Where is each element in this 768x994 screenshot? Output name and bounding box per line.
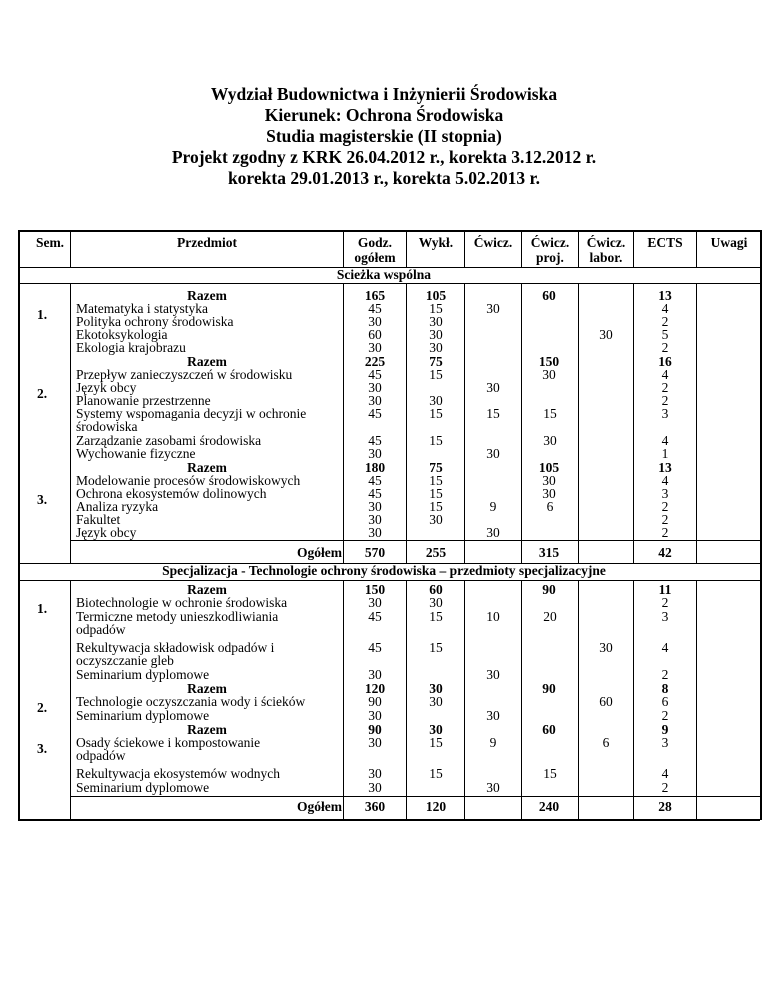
grid-line-horizontal: [18, 580, 760, 581]
subject-name: Analiza ryzyka: [76, 499, 159, 514]
subject-name: Termiczne metody unieszkodliwiania: [76, 609, 279, 624]
total-hours: 30: [368, 380, 382, 395]
section-common-path-title: Scieżka wspólna: [336, 267, 432, 282]
faculty-line: Wydział Budownictwa i Inżynierii Środowiska: [210, 84, 558, 104]
total-hours: 30: [368, 735, 382, 750]
exercise-hours: 30: [486, 780, 500, 795]
lecture-hours: 15: [429, 499, 443, 514]
total-hours: 30: [368, 667, 382, 682]
exercise-hours: 30: [486, 301, 500, 316]
exercise-hours-combined: 30: [542, 367, 556, 382]
semester-number: 1.: [36, 601, 48, 616]
exercise-hours: 9: [489, 499, 497, 514]
grid-line-vertical: [696, 580, 697, 819]
total-hours: 30: [368, 446, 382, 461]
grid-line-vertical: [70, 580, 71, 819]
total-hours: 165: [364, 288, 386, 303]
lecture-hours: 15: [429, 640, 443, 655]
exercise-hours-combined: 315: [538, 545, 560, 560]
total-hours: 90: [368, 694, 382, 709]
subject-name: Technologie oczyszczania wody i ścieków: [76, 694, 306, 709]
lecture-hours: 15: [429, 735, 443, 750]
lecture-hours: 15: [429, 406, 443, 421]
ects-points: 2: [661, 380, 669, 395]
total-hours: 120: [364, 681, 386, 696]
exercise-hours: 10: [486, 609, 500, 624]
grid-line-horizontal: [18, 267, 760, 268]
grid-line-horizontal: [18, 819, 760, 821]
header-lab-2: labor.: [589, 250, 623, 265]
degree-line: Studia magisterskie (II stopnia): [266, 126, 502, 146]
ects-points: 2: [661, 708, 669, 723]
subject-name-continued: oczyszczanie gleb: [76, 653, 174, 668]
grid-line-vertical: [464, 283, 465, 563]
total-hours: 360: [364, 799, 386, 814]
total-hours: 45: [368, 367, 382, 382]
lecture-hours: 75: [429, 354, 443, 369]
lecture-hours: 120: [425, 799, 447, 814]
ects-points: 5: [661, 327, 669, 342]
subtotal-label: Razem: [187, 722, 227, 737]
ects-points: 16: [658, 354, 672, 369]
ects-points: 1: [661, 446, 669, 461]
ects-points: 2: [661, 595, 669, 610]
header-lab-1: Ćwicz.: [586, 235, 626, 250]
ects-points: 9: [661, 722, 669, 737]
section-specialization-title: Specjalizacja - Technologie ochrony środowiska – przedmioty specjalizacyjne: [162, 563, 606, 578]
subject-name: Rekultywacja ekosystemów wodnych: [76, 766, 280, 781]
exercise-hours: 30: [486, 667, 500, 682]
ects-points: 4: [661, 367, 669, 382]
subject-name: Seminarium dyplomowe: [76, 667, 210, 682]
subtotal-label: Razem: [187, 582, 227, 597]
lecture-hours: 60: [429, 582, 443, 597]
correction-line: korekta 29.01.2013 r., korekta 5.02.2013 r.: [227, 168, 541, 188]
ects-points: 2: [661, 667, 669, 682]
field-line: Kierunek: Ochrona Środowiska: [264, 105, 504, 125]
semester-number: 3.: [36, 741, 48, 756]
lecture-hours: 15: [429, 766, 443, 781]
lecture-hours: 30: [429, 314, 443, 329]
subtotal-label: Razem: [187, 681, 227, 696]
project-hours: 30: [543, 433, 557, 448]
header-notes: Uwagi: [710, 235, 748, 250]
total-hours: 45: [368, 640, 382, 655]
header-project-1: Ćwicz.: [530, 235, 570, 250]
lecture-hours: 30: [429, 595, 443, 610]
project-hours: 15: [543, 406, 557, 421]
exercise-hours-combined: 60: [542, 288, 556, 303]
exercise-hours: 30: [486, 525, 500, 540]
subject-name-continued: odpadów: [76, 622, 126, 637]
subject-name: Język obcy: [76, 380, 137, 395]
subject-name-continued: odpadów: [76, 748, 126, 763]
exercise-hours: 30: [486, 446, 500, 461]
grid-line-vertical: [760, 230, 762, 820]
total-hours: 60: [368, 327, 382, 342]
ects-points: 6: [661, 694, 669, 709]
lecture-hours: 15: [429, 609, 443, 624]
lecture-hours: 105: [425, 288, 447, 303]
exercise-hours-combined: 60: [542, 722, 556, 737]
lecture-hours: 75: [429, 460, 443, 475]
semester-number: 1.: [36, 307, 48, 322]
semester-number: 2.: [36, 700, 48, 715]
subject-name: Wychowanie fizyczne: [76, 446, 196, 461]
total-hours: 30: [368, 525, 382, 540]
total-hours: 225: [364, 354, 386, 369]
ects-points: 42: [658, 545, 672, 560]
exercise-hours-combined: 30: [542, 473, 556, 488]
exercise-hours-combined: 240: [538, 799, 560, 814]
subtotal-label: Razem: [187, 460, 227, 475]
total-hours: 45: [368, 473, 382, 488]
total-hours: 45: [368, 301, 382, 316]
lab-hours: 30: [599, 640, 613, 655]
exercise-hours-combined: 150: [538, 354, 560, 369]
total-hours: 90: [368, 722, 382, 737]
total-hours: 30: [368, 766, 382, 781]
lecture-hours: 15: [429, 473, 443, 488]
lecture-hours: 15: [429, 486, 443, 501]
grid-line-horizontal: [18, 563, 760, 564]
subject-name: Seminarium dyplomowe: [76, 708, 210, 723]
ects-points: 13: [658, 288, 672, 303]
lecture-hours: 15: [429, 301, 443, 316]
ects-points: 2: [661, 340, 669, 355]
subject-name: Ochrona ekosystemów dolinowych: [76, 486, 267, 501]
total-hours: 180: [364, 460, 386, 475]
total-hours: 45: [368, 609, 382, 624]
subject-name: Język obcy: [76, 525, 137, 540]
header-sem: Sem.: [35, 235, 65, 250]
exercise-hours-combined: 30: [542, 486, 556, 501]
subject-name: Modelowanie procesów środowiskowych: [76, 473, 301, 488]
subject-name: Zarządzanie zasobami środowiska: [76, 433, 262, 448]
ects-points: 4: [661, 301, 669, 316]
subject-name: Biotechnologie w ochronie środowiska: [76, 595, 288, 610]
subject-name: Matematyka i statystyka: [76, 301, 208, 316]
subject-name: Polityka ochrony środowiska: [76, 314, 234, 329]
subject-name: Ekotoksykologia: [76, 327, 168, 342]
header-exercises: Ćwicz.: [473, 235, 513, 250]
grid-line-horizontal: [70, 540, 760, 541]
grid-line-vertical: [578, 283, 579, 563]
grid-line-vertical: [521, 283, 522, 563]
grid-line-horizontal: [18, 230, 760, 232]
header-total-hours-1: Godz.: [357, 235, 393, 250]
grid-line-vertical: [578, 580, 579, 819]
grid-line-vertical: [521, 580, 522, 819]
total-hours: 30: [368, 314, 382, 329]
exercise-hours-combined: 90: [542, 681, 556, 696]
ects-points: 4: [661, 433, 669, 448]
lecture-hours: 30: [429, 722, 443, 737]
lecture-hours: 15: [429, 433, 443, 448]
subject-name: Ekologia krajobrazu: [76, 340, 186, 355]
grid-line-vertical: [406, 283, 407, 563]
grid-line-vertical: [464, 580, 465, 819]
header-lectures: Wykł.: [418, 235, 454, 250]
lab-hours: 60: [599, 694, 613, 709]
total-hours: 45: [368, 486, 382, 501]
total-hours: 30: [368, 393, 382, 408]
project-hours: 6: [546, 499, 554, 514]
ects-points: 3: [661, 406, 669, 421]
ects-points: 3: [661, 735, 669, 750]
grid-line-vertical: [696, 230, 697, 267]
ects-points: 2: [661, 512, 669, 527]
ects-points: 2: [661, 525, 669, 540]
grid-line-horizontal: [18, 283, 760, 284]
lecture-hours: 255: [425, 545, 447, 560]
lecture-hours: 30: [429, 512, 443, 527]
lecture-hours: 30: [429, 694, 443, 709]
subtotal-label: Razem: [187, 288, 227, 303]
ects-points: 8: [661, 681, 669, 696]
header-subject: Przedmiot: [177, 235, 237, 250]
total-hours: 30: [368, 595, 382, 610]
total-hours: 30: [368, 499, 382, 514]
ects-points: 2: [661, 314, 669, 329]
grid-line-vertical: [464, 230, 465, 267]
subject-name: Planowanie przestrzenne: [76, 393, 211, 408]
lecture-hours: 30: [429, 327, 443, 342]
subject-name: Fakultet: [76, 512, 121, 527]
grid-line-vertical: [521, 230, 522, 267]
total-hours: 30: [368, 512, 382, 527]
lecture-hours: 30: [429, 393, 443, 408]
subtotal-label: Razem: [187, 354, 227, 369]
grid-line-vertical: [70, 230, 71, 267]
total-hours: 150: [364, 582, 386, 597]
grid-line-vertical: [343, 230, 344, 267]
lecture-hours: 30: [429, 340, 443, 355]
project-line: Projekt zgodny z KRK 26.04.2012 r., korekta 3.12.2012 r.: [171, 147, 597, 167]
subject-name: Systemy wspomagania decyzji w ochronie: [76, 406, 307, 421]
total-hours: 30: [368, 708, 382, 723]
subject-name: Rekultywacja składowisk odpadów i: [76, 640, 275, 655]
total-hours: 570: [364, 545, 386, 560]
semester-number: 3.: [36, 492, 48, 507]
grid-line-vertical: [343, 580, 344, 819]
grid-line-horizontal: [70, 796, 760, 797]
grid-line-vertical: [633, 580, 634, 819]
exercise-hours-combined: 105: [538, 460, 560, 475]
grid-line-vertical: [18, 230, 20, 820]
exercise-hours: 9: [489, 735, 497, 750]
exercise-hours-combined: 90: [542, 582, 556, 597]
ects-points: 28: [658, 799, 672, 814]
grid-line-vertical: [696, 283, 697, 563]
total-hours: 45: [368, 433, 382, 448]
lab-hours: 30: [599, 327, 613, 342]
project-hours: 15: [543, 766, 557, 781]
ects-points: 4: [661, 473, 669, 488]
grid-line-vertical: [406, 580, 407, 819]
grid-line-vertical: [406, 230, 407, 267]
total-label: Ogółem: [297, 799, 342, 814]
grid-line-vertical: [633, 230, 634, 267]
exercise-hours: 30: [486, 380, 500, 395]
total-hours: 30: [368, 780, 382, 795]
grid-line-vertical: [70, 283, 71, 563]
subject-name: Przepływ zanieczyszczeń w środowisku: [76, 367, 293, 382]
grid-line-vertical: [633, 283, 634, 563]
project-hours: 20: [543, 609, 557, 624]
subject-name: Osady ściekowe i kompostowanie: [76, 735, 261, 750]
total-label: Ogółem: [297, 545, 342, 560]
ects-points: 4: [661, 640, 669, 655]
grid-line-vertical: [578, 230, 579, 267]
ects-points: 2: [661, 499, 669, 514]
total-hours: 30: [368, 340, 382, 355]
ects-points: 11: [658, 582, 672, 597]
exercise-hours: 30: [486, 708, 500, 723]
subject-name-continued: środowiska: [76, 419, 138, 434]
ects-points: 4: [661, 766, 669, 781]
header-ects: ECTS: [647, 235, 683, 250]
subject-name: Seminarium dyplomowe: [76, 780, 210, 795]
grid-line-vertical: [343, 283, 344, 563]
ects-points: 2: [661, 393, 669, 408]
ects-points: 3: [661, 609, 669, 624]
ects-points: 3: [661, 486, 669, 501]
header-total-hours-2: ogółem: [354, 250, 396, 265]
header-project-2: proj.: [536, 250, 564, 265]
ects-points: 13: [658, 460, 672, 475]
lecture-hours: 30: [429, 681, 443, 696]
lab-hours: 6: [602, 735, 610, 750]
lecture-hours: 15: [429, 367, 443, 382]
exercise-hours: 15: [486, 406, 500, 421]
semester-number: 2.: [36, 386, 48, 401]
ects-points: 2: [661, 780, 669, 795]
total-hours: 45: [368, 406, 382, 421]
